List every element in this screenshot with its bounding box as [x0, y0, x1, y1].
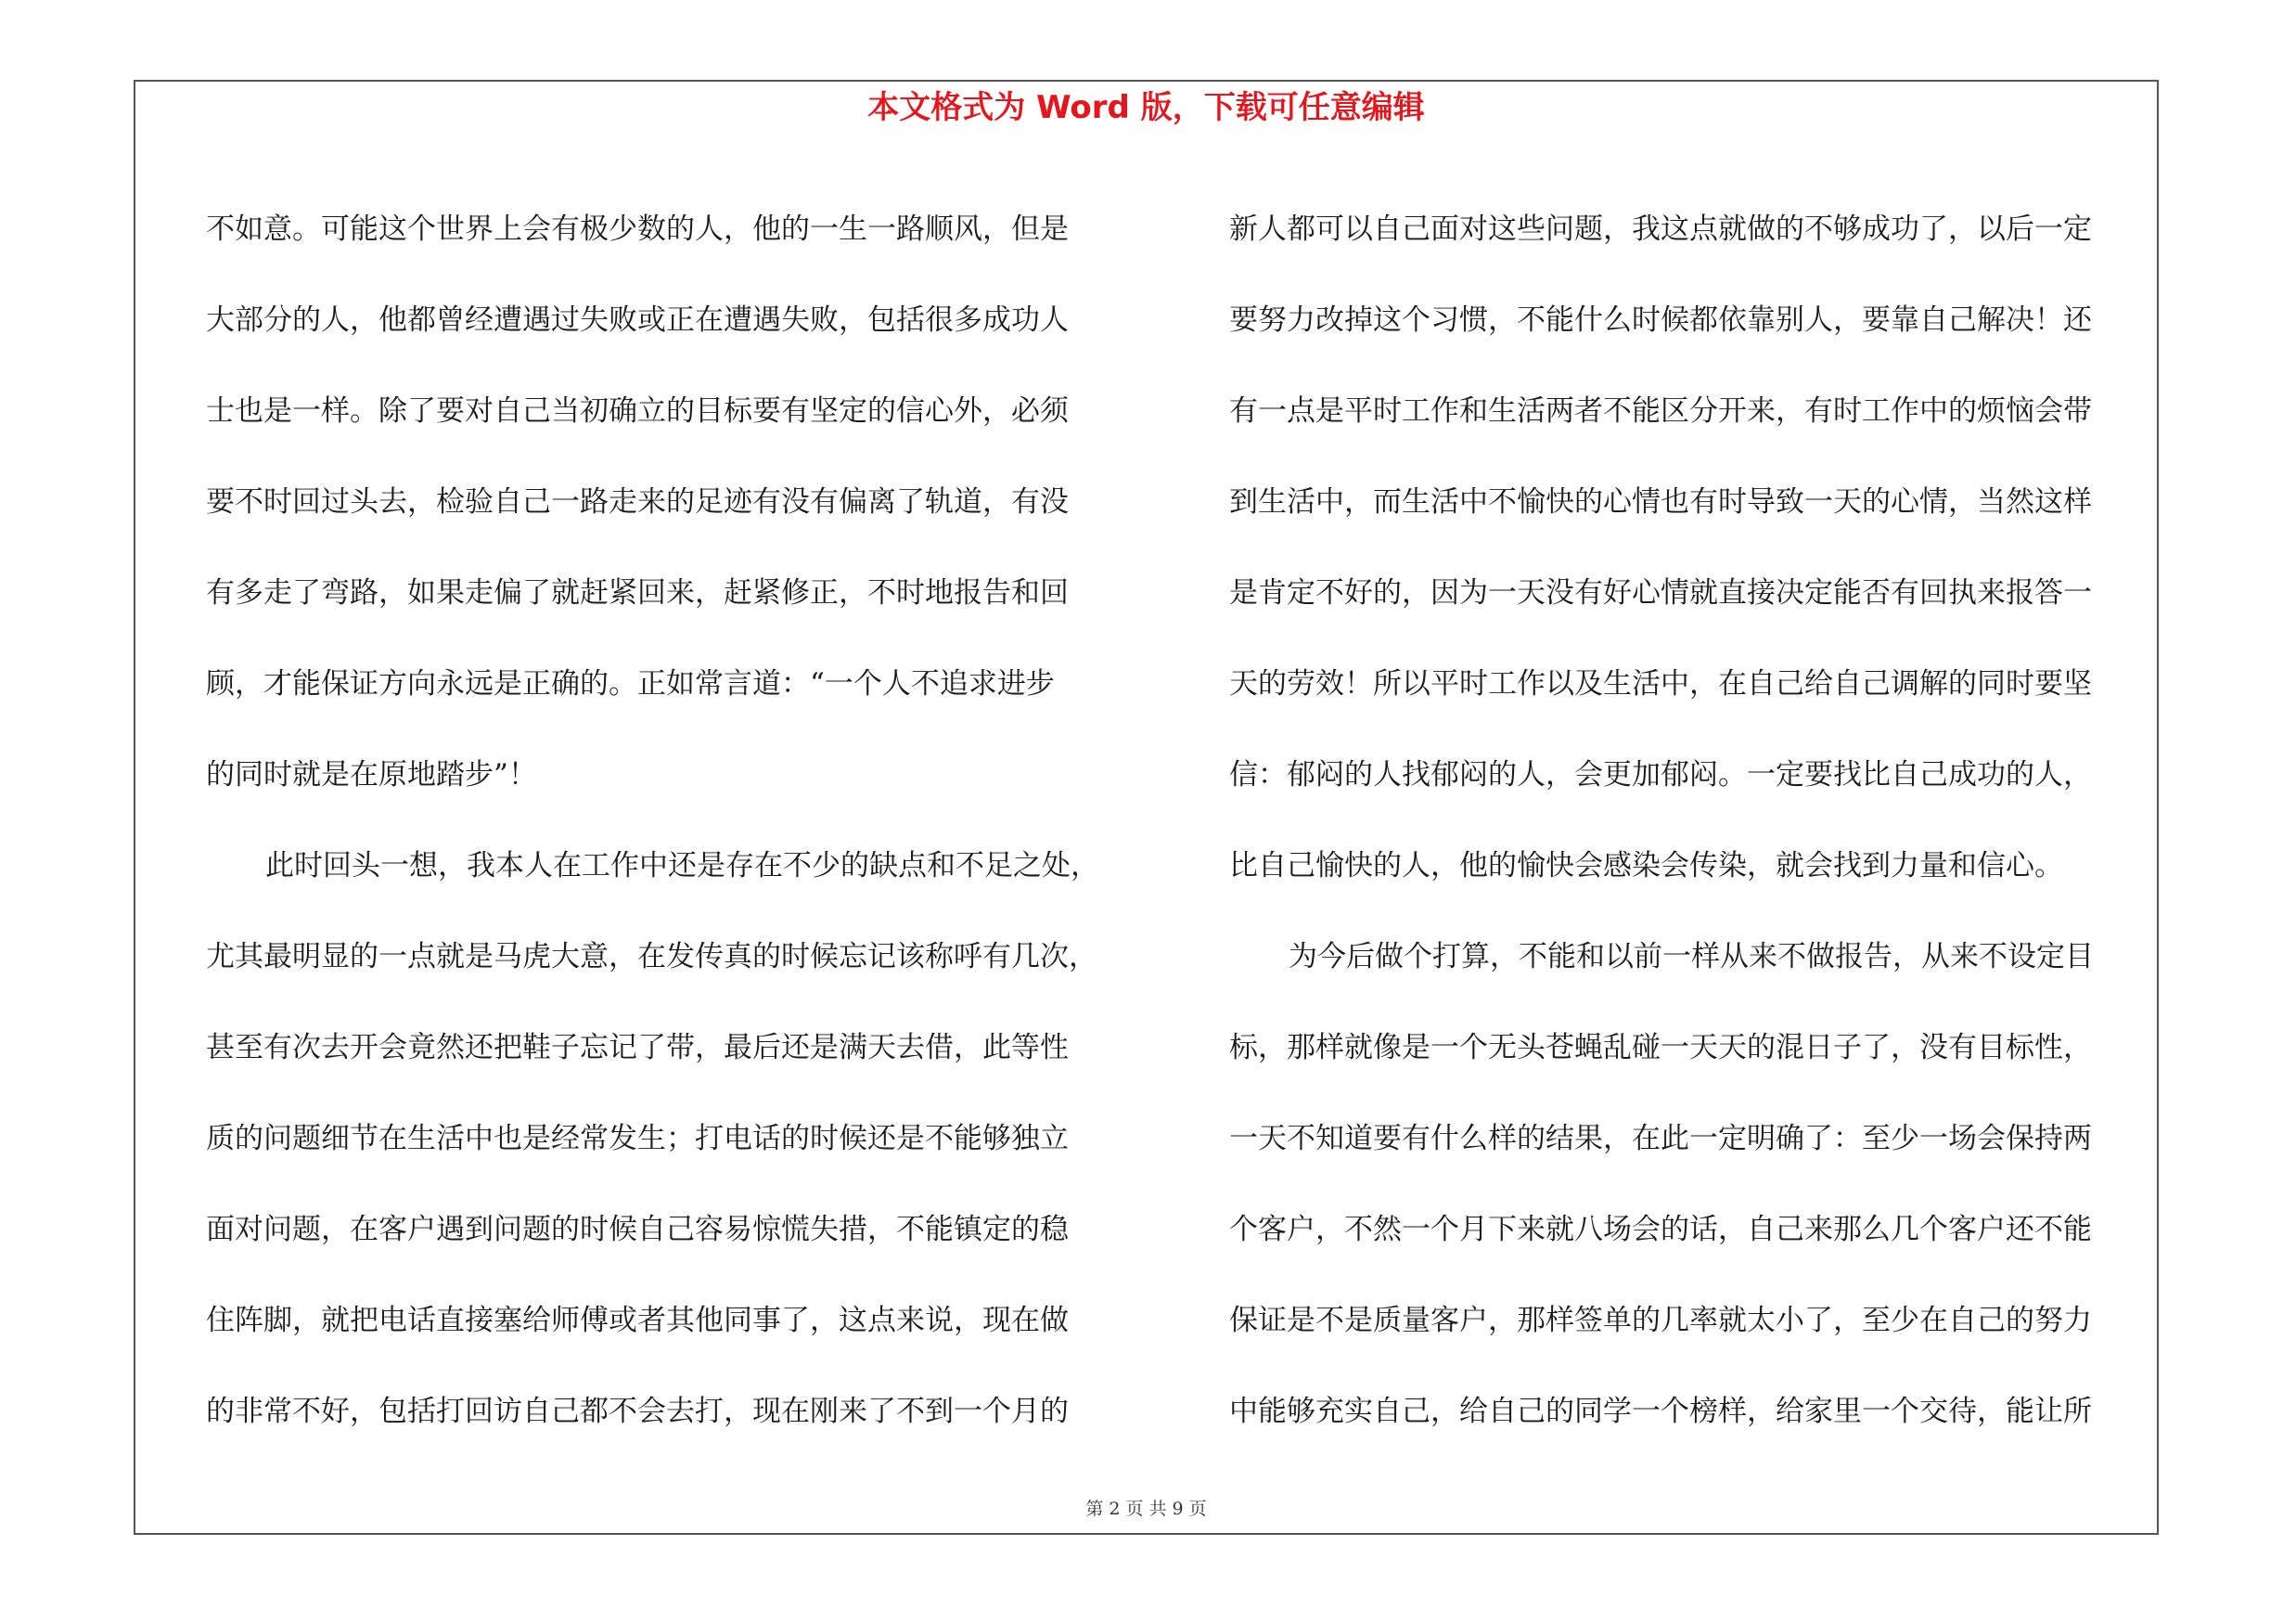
text-line: 的同时就是在原地踏步”！: [206, 758, 537, 792]
text-line: 中能够充实自己，给自己的同学一个榜样，给家里一个交待，能让所: [1229, 1395, 2092, 1428]
text-line: 此时回头一想，我本人在工作中还是存在不少的缺点和不足之处，: [265, 849, 1099, 882]
text-line: 尤其最明显的一点就是马虎大意，在发传真的时候忘记该称呼有几次，: [206, 940, 1097, 973]
text-line: 到生活中，而生活中不愉快的心情也有时导致一天的心情，当然这样: [1229, 485, 2092, 519]
text-line: 有多走了弯路，如果走偏了就赶紧回来，赶紧修正，不时地报告和回: [206, 576, 1069, 610]
text-line: 为今后做个打算，不能和以前一样从来不做报告，从来不设定目: [1289, 940, 2094, 973]
text-line: 质的问题细节在生活中也是经常发生；打电话的时候还是不能够独立: [206, 1122, 1069, 1155]
text-line: 的非常不好，包括打回访自己都不会去打，现在刚来了不到一个月的: [206, 1395, 1069, 1428]
text-line: 信：郁闷的人找郁闷的人，会更加郁闷。一定要找比自己成功的人，: [1229, 758, 2092, 792]
text-line: 顾，才能保证方向永远是正确的。正如常言道：“一个人不追求进步: [206, 667, 1055, 701]
text-line: 新人都可以自己面对这些问题，我这点就做的不够成功了，以后一定: [1229, 213, 2092, 246]
text-line: 标，那样就像是一个无头苍蝇乱碰一天天的混日子了，没有目标性，: [1229, 1031, 2092, 1064]
text-line: 要努力改掉这个习惯，不能什么时候都依靠别人，要靠自己解决！还: [1229, 303, 2092, 337]
text-line: 天的劳效！所以平时工作以及生活中，在自己给自己调解的同时要坚: [1229, 667, 2092, 701]
text-line: 大部分的人，他都曾经遭遇过失败或正在遭遇失败，包括很多成功人: [206, 303, 1069, 337]
right-text-column: [1229, 184, 2152, 1457]
left-text-column: [206, 184, 1129, 1457]
text-line: 士也是一样。除了要对自己当初确立的目标要有坚定的信心外，必须: [206, 394, 1069, 428]
document-header: 本文格式为 Word 版，下载可任意编辑: [867, 89, 1425, 126]
text-line: 个客户，不然一个月下来就八场会的话，自己来那么几个客户还不能: [1229, 1213, 2092, 1246]
text-line: 一天不知道要有什么样的结果，在此一定明确了：至少一场会保持两: [1229, 1122, 2092, 1155]
text-line: 要不时回过头去，检验自己一路走来的足迹有没有偏离了轨道，有没: [206, 485, 1069, 519]
text-line: 保证是不是质量客户，那样签单的几率就太小了，至少在自己的努力: [1229, 1304, 2092, 1337]
text-line: 比自己愉快的人，他的愉快会感染会传染，就会找到力量和信心。: [1229, 849, 2063, 882]
text-line: 不如意。可能这个世界上会有极少数的人，他的一生一路顺风，但是: [206, 213, 1069, 246]
text-line: 面对问题，在客户遇到问题的时候自己容易惊慌失措，不能镇定的稳: [206, 1213, 1069, 1246]
page-number-footer: 第 2 页 共 9 页: [1085, 1499, 1207, 1519]
text-line: 是肯定不好的，因为一天没有好心情就直接决定能否有回执来报答一: [1229, 576, 2092, 610]
text-line: 有一点是平时工作和生活两者不能区分开来，有时工作中的烦恼会带: [1229, 394, 2092, 428]
text-line: 住阵脚，就把电话直接塞给师傅或者其他同事了，这点来说，现在做: [206, 1304, 1069, 1337]
text-line: 甚至有次去开会竟然还把鞋子忘记了带，最后还是满天去借，此等性: [206, 1031, 1069, 1064]
